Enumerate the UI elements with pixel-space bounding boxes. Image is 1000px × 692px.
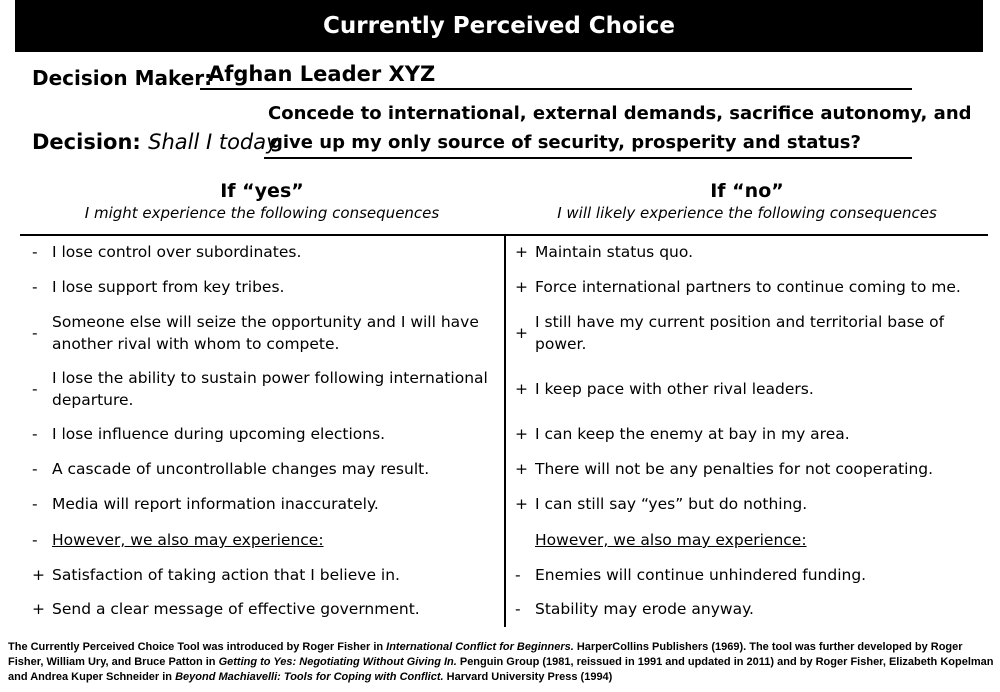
list-item [32, 423, 494, 445]
list-item [32, 529, 494, 551]
list-item [32, 458, 494, 480]
decision-maker-value: Afghan Leader XYZ [208, 62, 436, 86]
list-item [32, 493, 494, 515]
list-item [515, 493, 985, 515]
list-item [515, 458, 985, 480]
decision-line-1: Concede to international, external demands, sacrifice autonomy, and [268, 103, 972, 124]
yes-subheading: I might experience the following consequences [84, 204, 440, 222]
list-item [515, 529, 985, 551]
footnote-book-title: Beyond Machiavelli: Tools for Coping with Conflict. [175, 671, 444, 683]
item-mark: - [32, 278, 38, 296]
item-mark: - [32, 460, 38, 478]
list-item [32, 311, 494, 355]
list-item [515, 276, 985, 298]
list-item [515, 564, 985, 586]
item-text: I still have my current position and territorial base of power. [535, 313, 945, 353]
item-mark: + [32, 566, 45, 584]
list-item [32, 564, 494, 586]
item-text: However, we also may experience: [52, 531, 324, 549]
no-subheading: I will likely experience the following consequences [557, 204, 937, 222]
item-text: I keep pace with other rival leaders. [535, 380, 814, 398]
item-mark: - [32, 531, 38, 549]
item-mark: + [32, 600, 45, 618]
footnote-book-title: International Conflict for Beginners. [386, 641, 574, 653]
footnote-book-title: Getting to Yes: Negotiating Without Giving In. [218, 656, 457, 668]
item-text: Maintain status quo. [535, 243, 693, 261]
item-text: I lose the ability to sustain power following international departure. [52, 369, 488, 409]
yes-heading: If “yes” [220, 180, 304, 202]
decision-maker-label: Decision Maker: [32, 66, 213, 90]
item-mark: + [515, 243, 528, 261]
page-title: Currently Perceived Choice [323, 13, 675, 39]
item-text: I lose influence during upcoming elections. [52, 425, 386, 443]
item-text: Stability may erode anyway. [535, 600, 754, 618]
list-item [515, 241, 985, 263]
item-text: I lose support from key tribes. [52, 278, 285, 296]
decision-prefix: Shall I today [148, 130, 279, 154]
item-text: Satisfaction of taking action that I believe in. [52, 566, 400, 584]
item-mark: - [32, 380, 38, 398]
item-mark [515, 529, 535, 551]
item-text: However, we also may experience: [535, 531, 807, 549]
item-mark: + [515, 495, 528, 513]
item-text: Someone else will seize the opportunity and I will have another rival with whom to compete. [52, 313, 479, 353]
item-mark: + [515, 425, 528, 443]
footnote-text: The Currently Perceived Choice Tool was introduced by Roger Fisher in [8, 641, 387, 653]
decision-line-2: give up my only source of security, prosperity and status? [270, 132, 861, 153]
list-item [515, 423, 985, 445]
item-mark: - [32, 425, 38, 443]
decision-maker-underline [200, 88, 912, 90]
footnote-text: HarperCollins Publishers (1969). The tool was further developed by Roger Fisher, William Ury, and Bruce Patton in [8, 641, 963, 668]
citation-footnote [8, 640, 996, 685]
column-divider [504, 235, 506, 627]
yes-column-header [20, 180, 504, 222]
list-item [515, 378, 985, 400]
item-mark: + [515, 460, 528, 478]
item-mark: - [32, 324, 38, 342]
item-mark: + [515, 380, 528, 398]
item-text: Send a clear message of effective government. [52, 600, 420, 618]
item-text: I can still say “yes” but do nothing. [535, 495, 808, 513]
item-text: A cascade of uncontrollable changes may result. [52, 460, 430, 478]
item-text: Force international partners to continue coming to me. [535, 278, 961, 296]
title-bar [15, 0, 983, 52]
no-heading: If “no” [710, 180, 784, 202]
list-item [32, 241, 494, 263]
list-item [515, 311, 985, 355]
item-mark: + [515, 278, 528, 296]
item-text: Media will report information inaccurately. [52, 495, 379, 513]
item-mark: + [515, 324, 528, 342]
item-mark: - [32, 243, 38, 261]
item-text: There will not be any penalties for not cooperating. [535, 460, 934, 478]
footnote-text: Harvard University Press (1994) [443, 671, 613, 683]
item-text: I can keep the enemy at bay in my area. [535, 425, 850, 443]
no-column-header [506, 180, 988, 222]
decision-label [32, 130, 279, 154]
item-text: I lose control over subordinates. [52, 243, 302, 261]
item-mark: - [515, 600, 521, 618]
decision-underline [264, 157, 912, 159]
list-item [515, 598, 985, 620]
decision-label-text: Decision: [32, 130, 141, 154]
list-item [32, 367, 494, 411]
item-text: Enemies will continue unhindered funding. [535, 566, 867, 584]
list-item [32, 276, 494, 298]
footnote-text: Penguin Group (1981, reissued in 1991 and updated in 2011) and by Roger Fisher, Elizabeth Kopelman and Andrea Kuper Schneider in [8, 656, 994, 683]
item-mark: - [32, 495, 38, 513]
item-mark: - [515, 566, 521, 584]
list-item [32, 598, 494, 620]
